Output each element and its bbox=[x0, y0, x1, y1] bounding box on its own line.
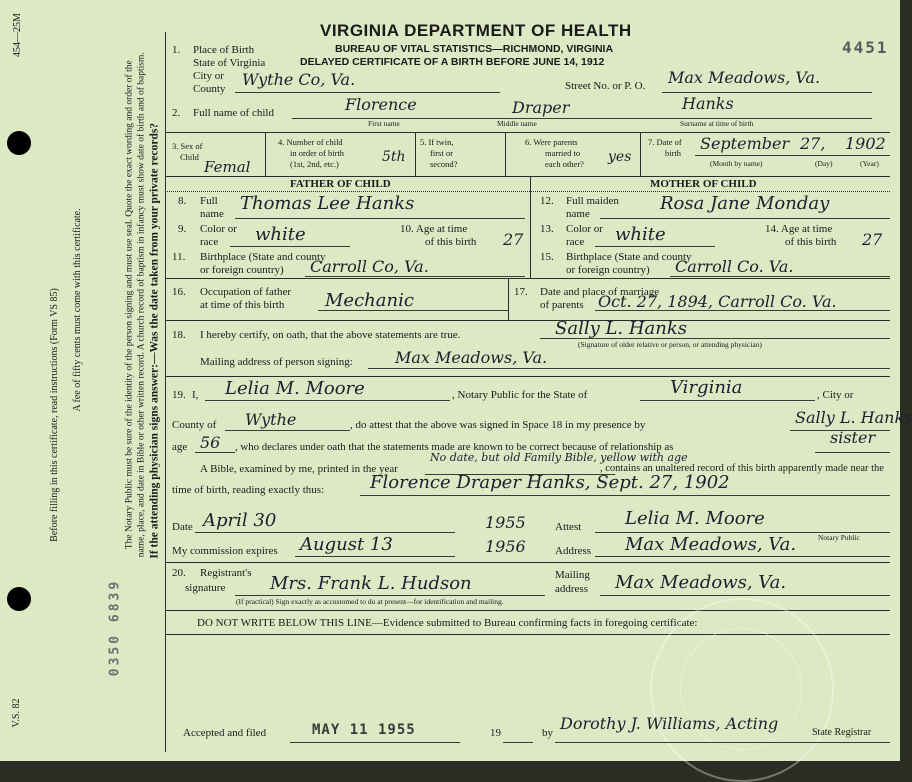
f12-label-2: name bbox=[566, 208, 590, 220]
f20-num: 20. bbox=[172, 567, 186, 579]
notary-date-value: April 30 bbox=[203, 510, 277, 531]
f6-label-3: each other? bbox=[545, 159, 584, 169]
father-name-value: Thomas Lee Hanks bbox=[240, 193, 415, 214]
f8-label-1: Full bbox=[200, 195, 218, 207]
f20-label-2: signature bbox=[185, 582, 226, 594]
notary-county-value: Wythe bbox=[245, 410, 297, 429]
city-or-label: , City or bbox=[817, 389, 854, 401]
accepted-date-stamp: MAY 11 1955 bbox=[312, 722, 416, 738]
birth-county-value: Wythe Co, Va. bbox=[242, 70, 356, 89]
father-age-value: 27 bbox=[503, 230, 524, 249]
notary-signature: Lelia M. Moore bbox=[625, 508, 765, 529]
f18-num: 18. bbox=[172, 329, 186, 341]
certificate-subtitle: DELAYED CERTIFICATE OF A BIRTH BEFORE JUNE 14, 1912 bbox=[300, 56, 605, 68]
notary-year-value: 1955 bbox=[485, 513, 526, 532]
father-occupation-value: Mechanic bbox=[325, 290, 414, 311]
f17-label-2: of parents bbox=[540, 299, 584, 311]
f5-label-1: 5. If twin, bbox=[420, 137, 454, 147]
date-label: Date bbox=[172, 521, 193, 533]
birth-year-value: 1902 bbox=[845, 134, 886, 153]
middle-name-caption: Middle name bbox=[497, 119, 537, 128]
f1-street-label: Street No. or P. O. bbox=[565, 80, 646, 92]
year-caption: (Year) bbox=[860, 159, 879, 168]
f1-num: 1. bbox=[172, 44, 181, 56]
f2-num: 2. bbox=[172, 107, 181, 119]
f6-label-2: married to bbox=[545, 148, 581, 158]
month-caption: (Month by name) bbox=[710, 159, 763, 168]
registrant-mailing-address: Max Meadows, Va. bbox=[615, 572, 787, 593]
child-middle-name: Draper bbox=[512, 98, 570, 117]
f5-label-3: second? bbox=[430, 159, 458, 169]
father-race-value: white bbox=[255, 224, 306, 245]
notary-public-caption: Notary Public bbox=[818, 533, 860, 542]
signer-mailing-address: Max Meadows, Va. bbox=[395, 348, 548, 367]
f11-num: 11. bbox=[172, 251, 186, 263]
f17-num: 17. bbox=[514, 286, 528, 298]
state-registrar-label: State Registrar bbox=[812, 727, 872, 738]
nineteen-label: 19 bbox=[490, 727, 501, 739]
side-notary-note-2: name, place, and date in Bible or other written record. A church record of baptism in infancy must show date of birth and of baptism. bbox=[136, 52, 147, 558]
father-header: FATHER OF CHILD bbox=[290, 178, 391, 190]
f10-label-1: 10. Age at time bbox=[400, 223, 468, 235]
street-value: Max Meadows, Va. bbox=[668, 68, 821, 87]
f16-label-2: at time of this birth bbox=[200, 299, 285, 311]
signed-by-value: Sally L. Hanks bbox=[795, 408, 912, 427]
punch-hole-bottom bbox=[7, 587, 31, 611]
f7-label-2: birth bbox=[665, 148, 682, 158]
f20-mail-label-2: address bbox=[555, 583, 588, 595]
f9-label-1: Color or bbox=[200, 223, 237, 235]
child-surname: Hanks bbox=[682, 94, 734, 113]
side-instructions: Before filling in this certificate, read instructions (Form VS 85) bbox=[49, 288, 60, 542]
f18-label: I hereby certify, on oath, that the above statements are true. bbox=[200, 329, 461, 341]
f12-num: 12. bbox=[540, 195, 554, 207]
side-notary-note-1: The Notary Public must be sure of the identity of the person signing and must use seal. Quote the exact wording and order of the bbox=[124, 60, 135, 550]
signer-age-value: 56 bbox=[200, 433, 221, 452]
f8-label-2: name bbox=[200, 208, 224, 220]
dept-title: VIRGINIA DEPARTMENT OF HEALTH bbox=[320, 21, 632, 40]
first-name-caption: First name bbox=[368, 119, 400, 128]
f2-label: Full name of child bbox=[193, 107, 274, 119]
f15-num: 15. bbox=[540, 251, 554, 263]
f20-label-1: Registrant's bbox=[200, 567, 252, 579]
f16-num: 16. bbox=[172, 286, 186, 298]
f4-label-2: in order of birth bbox=[290, 148, 345, 158]
f19-i: I, bbox=[192, 389, 199, 401]
f17-label-1: Date and place of marriage bbox=[540, 286, 660, 298]
commission-label: My commission expires bbox=[172, 545, 278, 557]
f12-label-1: Full maiden bbox=[566, 195, 619, 207]
county-of-label: County of bbox=[172, 419, 217, 431]
birth-order-value: 5th bbox=[382, 149, 406, 165]
signature-caption: (Signature of older relative or person, or attending physician) bbox=[578, 340, 762, 349]
parents-married-value: yes bbox=[608, 149, 632, 165]
mother-header: MOTHER OF CHILD bbox=[650, 178, 757, 190]
registrant-caption: (If practical) Sign exactly as accustomed to do at present—for identification and mailing. bbox=[236, 597, 504, 606]
birth-day-value: 27, bbox=[800, 134, 826, 153]
form-code: 454—25M bbox=[12, 13, 23, 57]
f1-label-place: Place of Birth bbox=[193, 44, 255, 56]
f1-label-city: City or bbox=[193, 70, 224, 82]
notary-address-label: Address bbox=[555, 545, 592, 557]
child-first-name: Florence bbox=[345, 95, 417, 114]
f15-label-2: or foreign country) bbox=[566, 264, 650, 276]
relationship-value: sister bbox=[830, 428, 876, 447]
notary-state-value: Virginia bbox=[670, 377, 743, 398]
f16-label-1: Occupation of father bbox=[200, 286, 292, 298]
f15-label-1: Birthplace (State and county bbox=[566, 251, 692, 263]
f20-mail-label-1: Mailing bbox=[555, 569, 590, 581]
bible-year-note: No date, but old Family Bible, yellow with age bbox=[430, 451, 688, 464]
registrant-signature: Mrs. Frank L. Hudson bbox=[270, 573, 472, 594]
f8-num: 8. bbox=[178, 195, 187, 207]
by-label: by bbox=[542, 727, 553, 739]
f10-label-2: of this birth bbox=[425, 236, 477, 248]
birth-month-value: September bbox=[700, 134, 790, 153]
f5-label-2: first or bbox=[430, 148, 453, 158]
punch-hole-top bbox=[7, 131, 31, 155]
f13-label-2: race bbox=[566, 236, 585, 248]
vs-number: V.S. 82 bbox=[11, 698, 22, 728]
accepted-label: Accepted and filed bbox=[183, 727, 267, 739]
notary-address-value: Max Meadows, Va. bbox=[625, 534, 797, 555]
f3-label-2: Child bbox=[180, 152, 199, 162]
attest2-label: Attest bbox=[555, 521, 582, 533]
do-not-write-warning: DO NOT WRITE BELOW THIS LINE—Evidence submitted to Bureau confirming facts in foregoing certificate: bbox=[197, 617, 698, 629]
notary-state-label: , Notary Public for the State of bbox=[452, 389, 588, 401]
f11-label-1: Birthplace (State and county bbox=[200, 251, 326, 263]
f14-label-1: 14. Age at time bbox=[765, 223, 833, 235]
attest-label: , do attest that the above was signed in Space 18 in my presence by bbox=[350, 419, 646, 431]
f13-label-1: Color or bbox=[566, 223, 603, 235]
f18-mail-label: Mailing address of person signing: bbox=[200, 356, 353, 368]
father-birthplace-value: Carroll Co, Va. bbox=[310, 257, 429, 276]
surname-caption: Surname at time of birth bbox=[680, 119, 754, 128]
time-of-birth-label: time of birth, reading exactly thus: bbox=[172, 484, 325, 496]
f19-num: 19. bbox=[172, 389, 186, 401]
f7-label-1: 7. Date of bbox=[648, 137, 682, 147]
f4-label-1: 4. Number of child bbox=[278, 137, 343, 147]
f4-label-3: (1st, 2nd, etc.) bbox=[290, 159, 339, 169]
f1-label-state: State of Virginia bbox=[193, 57, 266, 69]
bible-rest-label: , contains an unaltered record of this birth apparently made near the bbox=[600, 463, 884, 474]
side-physician-question: If the attending physician signs answer:—Was the date taken from your private records? bbox=[148, 122, 161, 559]
f6-label-1: 6. Were parents bbox=[525, 137, 578, 147]
mother-birthplace-value: Carroll Co. Va. bbox=[675, 257, 794, 276]
f9-label-2: race bbox=[200, 236, 219, 248]
parents-marriage-value: Oct. 27, 1894, Carroll Co. Va. bbox=[598, 292, 837, 311]
side-fee-note: A fee of fifty cents must come with this certificate. bbox=[72, 208, 83, 412]
bible-entry-value: Florence Draper Hanks, Sept. 27, 1902 bbox=[370, 472, 730, 493]
declares-label: , who declares under oath that the statements made are known to be correct because of relationship as bbox=[235, 441, 674, 453]
f9-num: 9. bbox=[178, 223, 187, 235]
notary-name-value: Lelia M. Moore bbox=[225, 378, 365, 399]
age-label: age bbox=[172, 441, 188, 453]
side-stamped-number: 0350 6839 bbox=[107, 578, 123, 677]
mother-age-value: 27 bbox=[862, 230, 883, 249]
f3-label-1: 3. Sex of bbox=[172, 141, 203, 151]
f11-label-2: or foreign country) bbox=[200, 264, 284, 276]
day-caption: (Day) bbox=[815, 159, 833, 168]
registrar-signature: Dorothy J. Williams, Acting bbox=[560, 714, 779, 733]
commission-year-value: 1956 bbox=[485, 537, 526, 556]
bible-label: A Bible, examined by me, printed in the year bbox=[200, 463, 398, 475]
bureau-subtitle: BUREAU OF VITAL STATISTICS—RICHMOND, VIRGINIA bbox=[335, 43, 614, 55]
f1-label-county: County bbox=[193, 83, 226, 95]
mother-name-value: Rosa Jane Monday bbox=[660, 193, 830, 214]
commission-date-value: August 13 bbox=[300, 534, 393, 555]
relative-signature: Sally L. Hanks bbox=[555, 318, 688, 339]
f14-label-2: of this birth bbox=[785, 236, 837, 248]
f13-num: 13. bbox=[540, 223, 554, 235]
sex-value: Femal bbox=[204, 158, 251, 176]
certificate-number: 4451 bbox=[842, 38, 889, 57]
mother-race-value: white bbox=[615, 224, 666, 245]
